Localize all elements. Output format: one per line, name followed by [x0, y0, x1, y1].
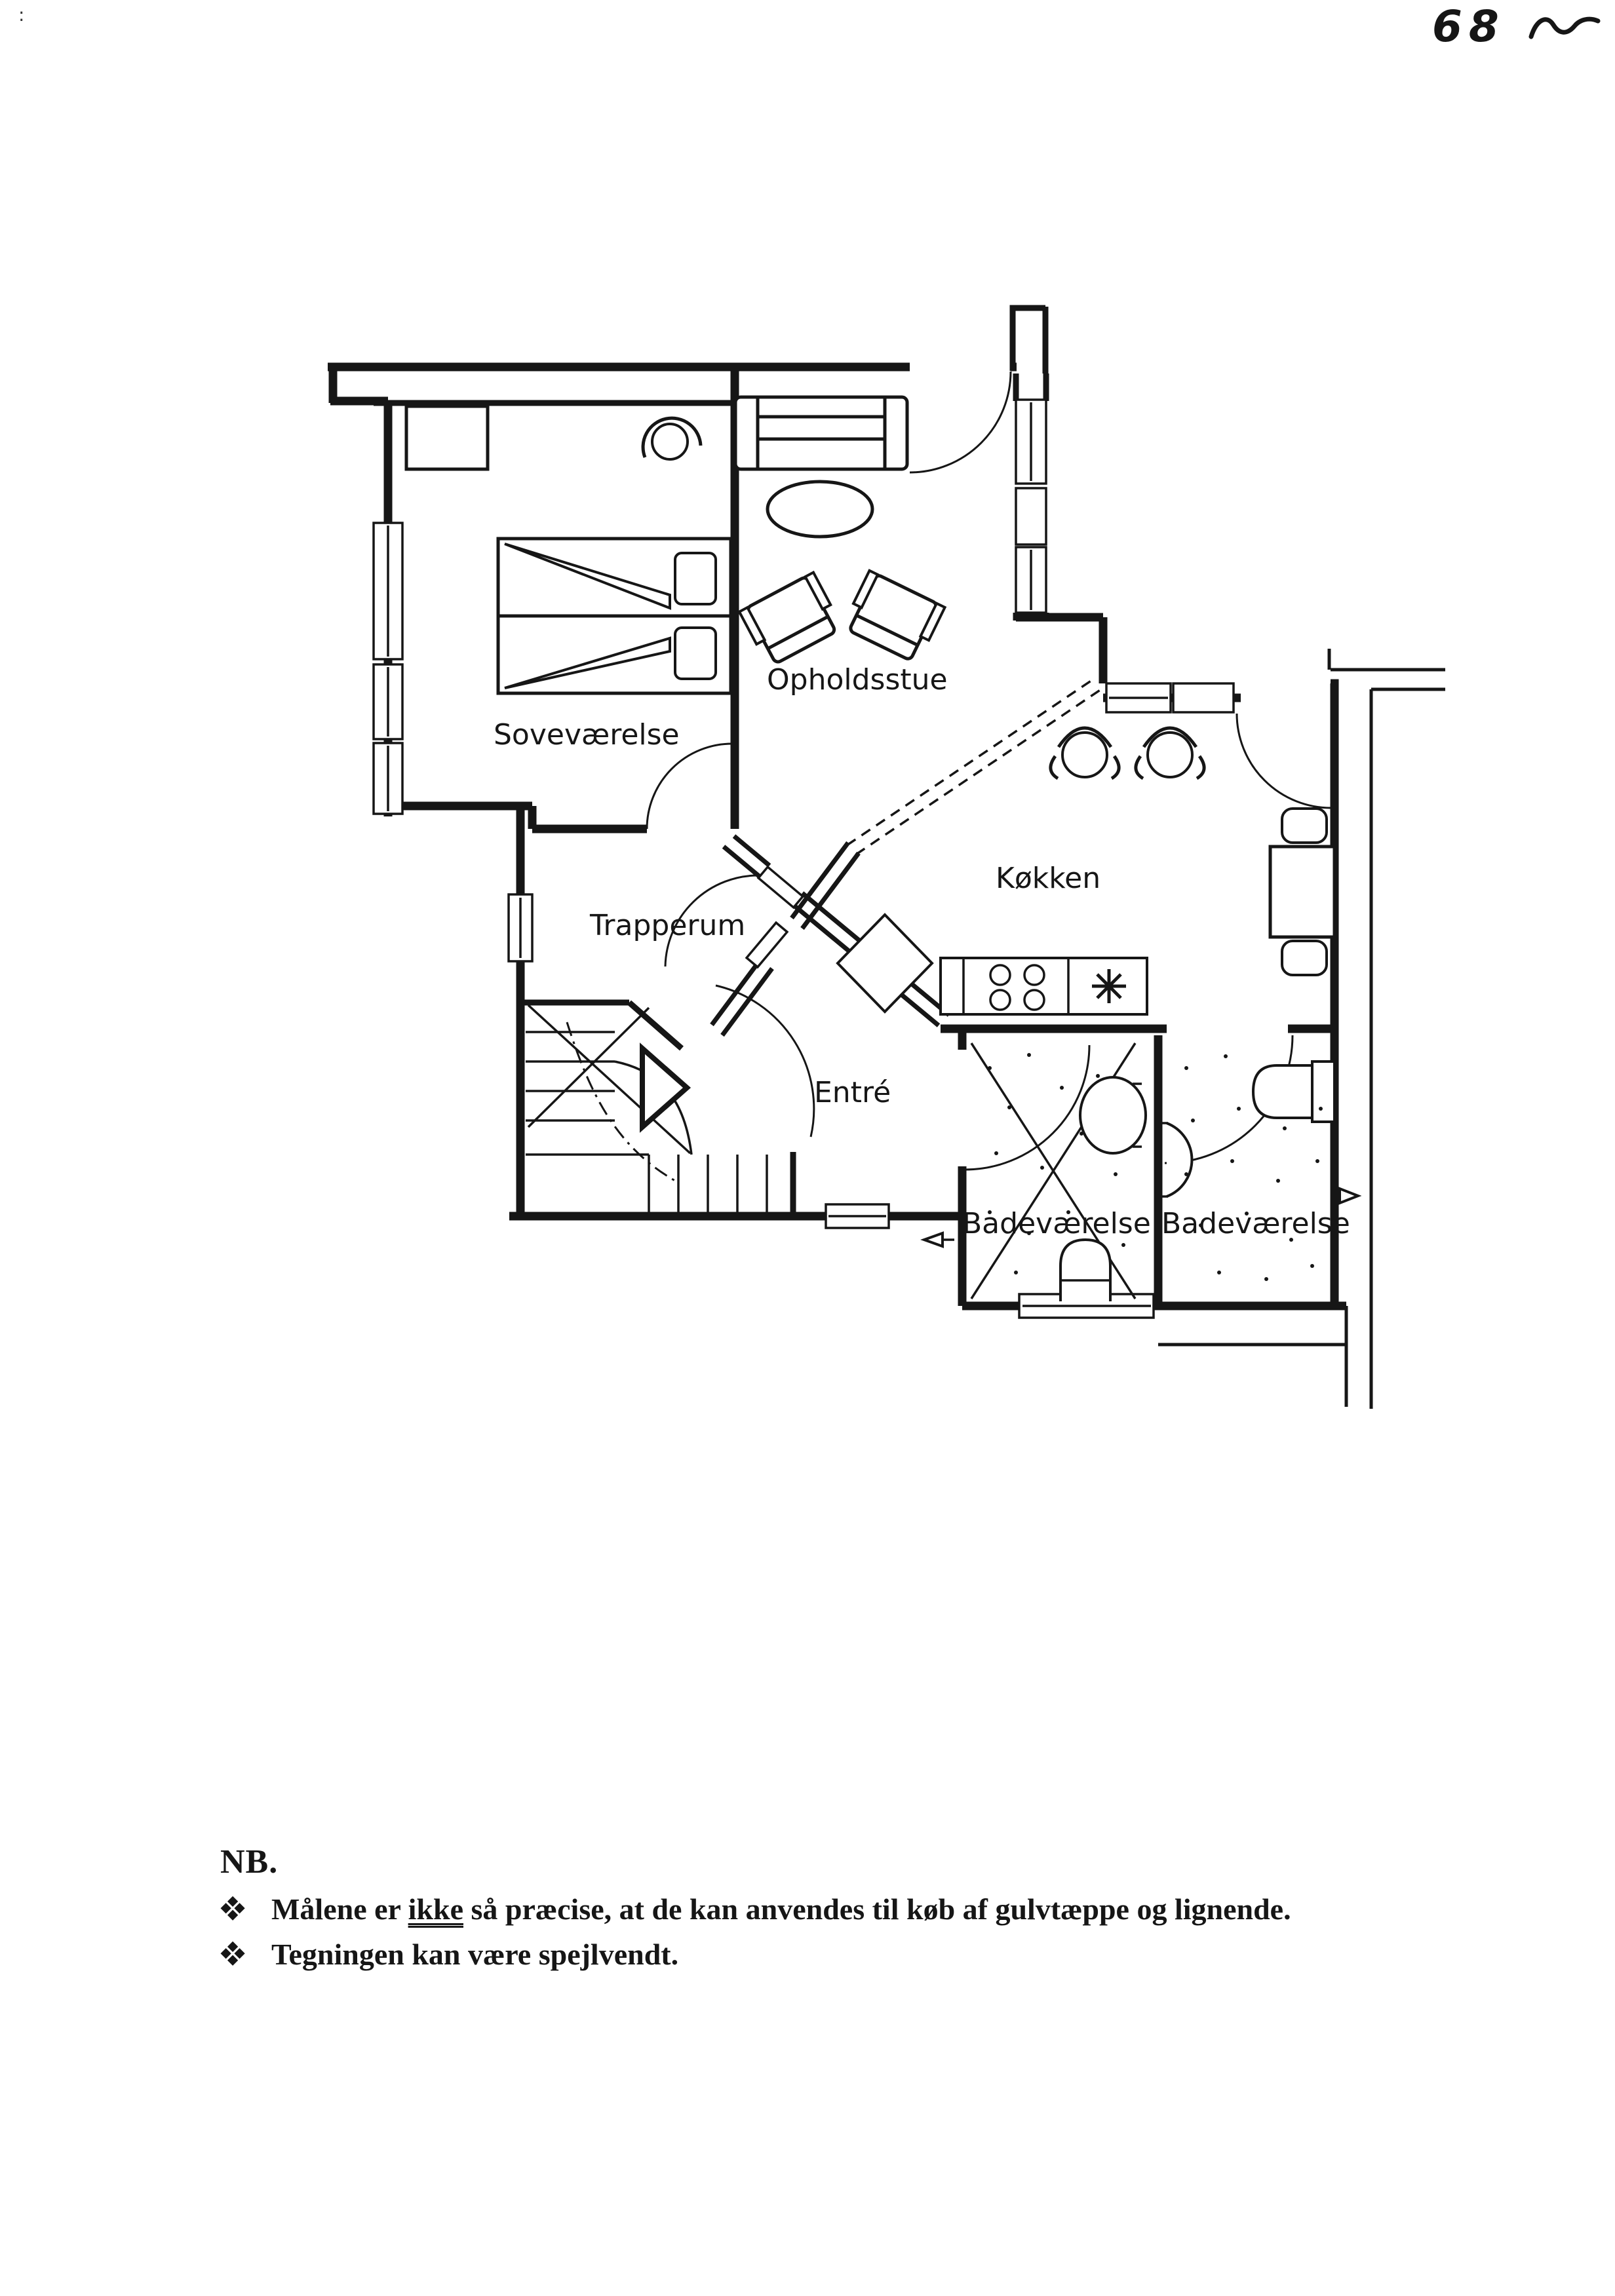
bathroom-left-fixtures — [924, 1043, 1146, 1301]
kitchen-counter — [941, 958, 1147, 1014]
open-door-leaf — [747, 923, 787, 967]
kitchen-table-group — [1270, 809, 1334, 975]
label-bathroom-left: Badeværelse — [962, 1207, 1151, 1240]
kitchen-table — [1270, 847, 1334, 937]
four-diamond-bullet-icon — [220, 1940, 249, 1969]
drain-arrow-icon — [1340, 1189, 1358, 1203]
handwritten-squiggle-icon — [1527, 8, 1606, 47]
label-bedroom: Soveværelse — [494, 718, 680, 752]
label-kitchen: Køkken — [996, 862, 1101, 895]
bedroom-furniture — [406, 406, 731, 693]
washbasin — [1160, 1123, 1192, 1196]
bullet-1-underlined-word: ikke — [408, 1892, 463, 1926]
note-block — [220, 1843, 1439, 1972]
label-living-room: Opholdsstue — [767, 663, 948, 697]
note-bullet-2 — [220, 1937, 1439, 1972]
dashed-boundary — [856, 689, 1101, 854]
toilet — [1253, 1062, 1334, 1122]
toilet — [1060, 1240, 1110, 1301]
note-bullet-1 — [220, 1892, 1439, 1926]
bullet-1-post: så præcise, at de kan anvendes til køb af gulvtæppe og lignende. — [463, 1892, 1291, 1926]
stair-direction-arrow — [642, 1048, 687, 1127]
label-entrance: Entré — [814, 1076, 891, 1109]
entrance-door-arc — [716, 985, 814, 1137]
door-arcs — [647, 372, 1331, 1170]
living-room-door-arc — [910, 372, 1011, 472]
stool — [1282, 941, 1327, 975]
wardrobe — [406, 406, 488, 469]
bedroom-door-arc — [647, 744, 732, 829]
note-bullet-2-text: Tegningen kan være spejlvendt. — [271, 1938, 679, 1971]
kitchen-chair — [1136, 728, 1204, 778]
bedroom-chair — [643, 418, 701, 459]
stool — [1282, 809, 1327, 843]
label-bathroom-right: Badeværelse — [1161, 1207, 1350, 1240]
note-heading: NB. — [220, 1843, 279, 1881]
armchair — [842, 571, 944, 664]
scan-artifact-mark: : — [18, 4, 25, 26]
pillow — [675, 553, 716, 604]
four-diamond-bullet-icon — [220, 1894, 249, 1924]
floorplan-drawing — [308, 282, 1462, 1468]
armchair — [739, 573, 843, 668]
note-bullet-1-text — [271, 1892, 1291, 1926]
handwritten-number: 68 — [1432, 1, 1506, 52]
coffee-table — [768, 482, 872, 537]
washbasin — [1080, 1077, 1146, 1153]
open-door-leaf — [758, 867, 803, 908]
door-mat-diamond — [838, 915, 932, 1012]
living-room-furniture — [735, 397, 945, 667]
dashed-boundary — [847, 680, 1092, 845]
sofa — [735, 397, 907, 469]
bullet-1-pre: Målene er — [271, 1892, 408, 1926]
label-stairwell: Trapperum — [590, 909, 746, 942]
pillow — [675, 628, 716, 679]
bathroom-right-fixtures — [1160, 1054, 1358, 1281]
drain-arrow-icon — [924, 1233, 954, 1246]
kitchen-chair — [1051, 728, 1119, 778]
kitchen-door-arc — [1237, 714, 1331, 808]
stairs — [526, 1005, 767, 1215]
double-bed — [498, 539, 731, 693]
